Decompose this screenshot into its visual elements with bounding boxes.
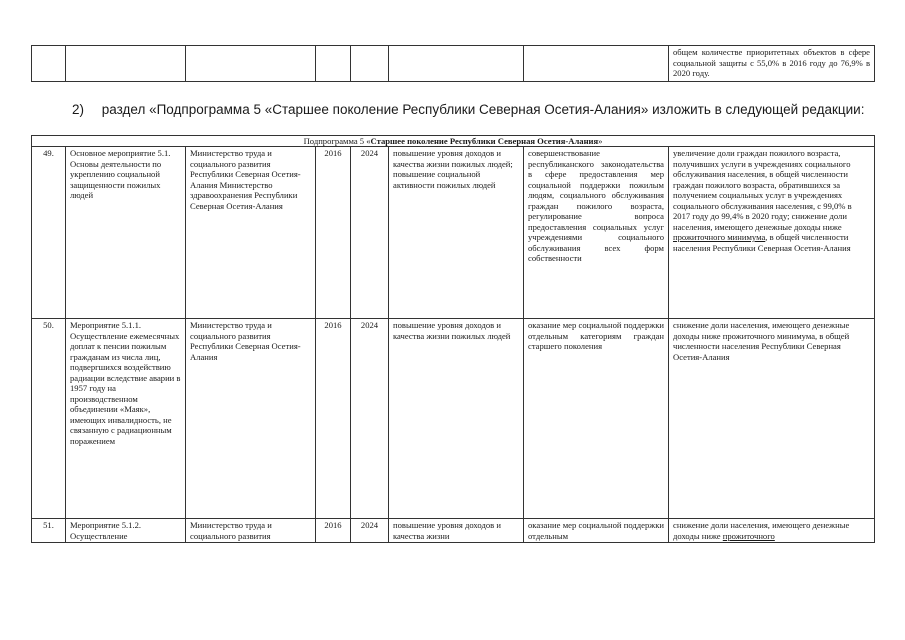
table-row bbox=[32, 519, 875, 543]
section-heading bbox=[72, 102, 892, 118]
empty-cell bbox=[66, 46, 186, 82]
measures: оказание мер социальной поддержки отдельным bbox=[524, 519, 669, 543]
indicator-text: , в общей численности населения Республики Северная Осетия-Алания bbox=[673, 232, 851, 253]
table-row bbox=[32, 147, 875, 319]
executor: Министерство труда и социального развития Республики Северная Осетия-Алания Министерство здравоохранения Республики Северная Осетия-Алания bbox=[186, 147, 316, 319]
indicator-text: увеличение доли граждан пожилого возраста, получивших услуги в учреждениях социального обслуживания населения, в общей численности граждан пожилого возраста, обратившихся за получением социальных услуг в учреждениях социального обслуживания населения, с 99,0% в 2017 году до 99,4% в 2020 году; снижение доли населения, имеющего денежные доходы ниже bbox=[673, 148, 852, 232]
row-number: 49. bbox=[32, 147, 66, 319]
start-year: 2016 bbox=[316, 519, 351, 543]
empty-cell bbox=[389, 46, 524, 82]
end-year: 2024 bbox=[351, 319, 389, 519]
indicator: снижение доли населения, имеющего денежные доходы ниже прожиточного минимума, в общей численности населения Республики Северная Осетия-Алания bbox=[669, 319, 875, 519]
section-number: 2) bbox=[72, 102, 85, 117]
top-table-fragment bbox=[31, 45, 875, 82]
end-year: 2024 bbox=[351, 147, 389, 319]
subprogram-prefix: Подпрограмма 5 « bbox=[303, 136, 371, 146]
indicator bbox=[669, 147, 875, 319]
measures: совершенствование республиканского законодательства в сфере предоставления мер социальной поддержки пожилым людям, социального обслуживания граждан пожилого возраста, регулирование вопроса предоставления социальных услуг учреждениями социального обслуживания всех форм собственности bbox=[524, 147, 669, 319]
subprogram-title bbox=[32, 136, 875, 147]
empty-cell bbox=[524, 46, 669, 82]
empty-cell bbox=[351, 46, 389, 82]
expected-result: повышение уровня доходов и качества жизни пожилых людей; повышение социальной активности пожилых людей bbox=[389, 147, 524, 319]
expected-result: повышение уровня доходов и качества жизни bbox=[389, 519, 524, 543]
subprogram-suffix: » bbox=[598, 136, 603, 146]
activity-name: Основное мероприятие 5.1. Основы деятельности по укреплению социальной защищенности пожилых людей bbox=[66, 147, 186, 319]
empty-cell bbox=[186, 46, 316, 82]
executor: Министерство труда и социального развития Республики Северная Осетия-Алания bbox=[186, 319, 316, 519]
subprogram-bold-title: Старшее поколение Республики Северная Осетия-Алания bbox=[370, 136, 599, 146]
indicator-text: снижение доли населения, имеющего денежные доходы ниже bbox=[673, 520, 850, 541]
activity-name: Мероприятие 5.1.1. Осуществление ежемесячных доплат к пенсии пожилым гражданам из числа лиц, подвергшихся воздействию радиации вследствие аварии в 1957 году на производственном объединении «Маяк», имеющих инвалидность, не связанную с радиационным поражением bbox=[66, 319, 186, 519]
row-number: 50. bbox=[32, 319, 66, 519]
table-row bbox=[32, 46, 875, 82]
subprogram-title-row bbox=[32, 136, 875, 147]
end-year: 2024 bbox=[351, 519, 389, 543]
section-text: раздел «Подпрограмма 5 «Старшее поколение Республики Северная Осетия-Алания» изложить в следующей редакции: bbox=[101, 102, 865, 117]
subprogram-table bbox=[31, 135, 875, 543]
start-year: 2016 bbox=[316, 147, 351, 319]
indicator-underlined: прожиточного bbox=[722, 530, 775, 541]
indicator-cell: общем количестве приоритетных объектов в сфере социальной защиты с 55,0% в 2016 году до 76,9% в 2020 году. bbox=[669, 46, 875, 82]
start-year: 2016 bbox=[316, 319, 351, 519]
measures: оказание мер социальной поддержки отдельным категориям граждан старшего поколения bbox=[524, 319, 669, 519]
empty-cell bbox=[316, 46, 351, 82]
indicator-underlined: прожиточного минимума bbox=[673, 232, 766, 242]
empty-cell bbox=[32, 46, 66, 82]
indicator bbox=[669, 519, 875, 543]
activity-name: Мероприятие 5.1.2. Осуществление bbox=[66, 519, 186, 543]
executor: Министерство труда и социального развития bbox=[186, 519, 316, 543]
expected-result: повышение уровня доходов и качества жизни пожилых людей bbox=[389, 319, 524, 519]
row-number: 51. bbox=[32, 519, 66, 543]
table-row bbox=[32, 319, 875, 519]
